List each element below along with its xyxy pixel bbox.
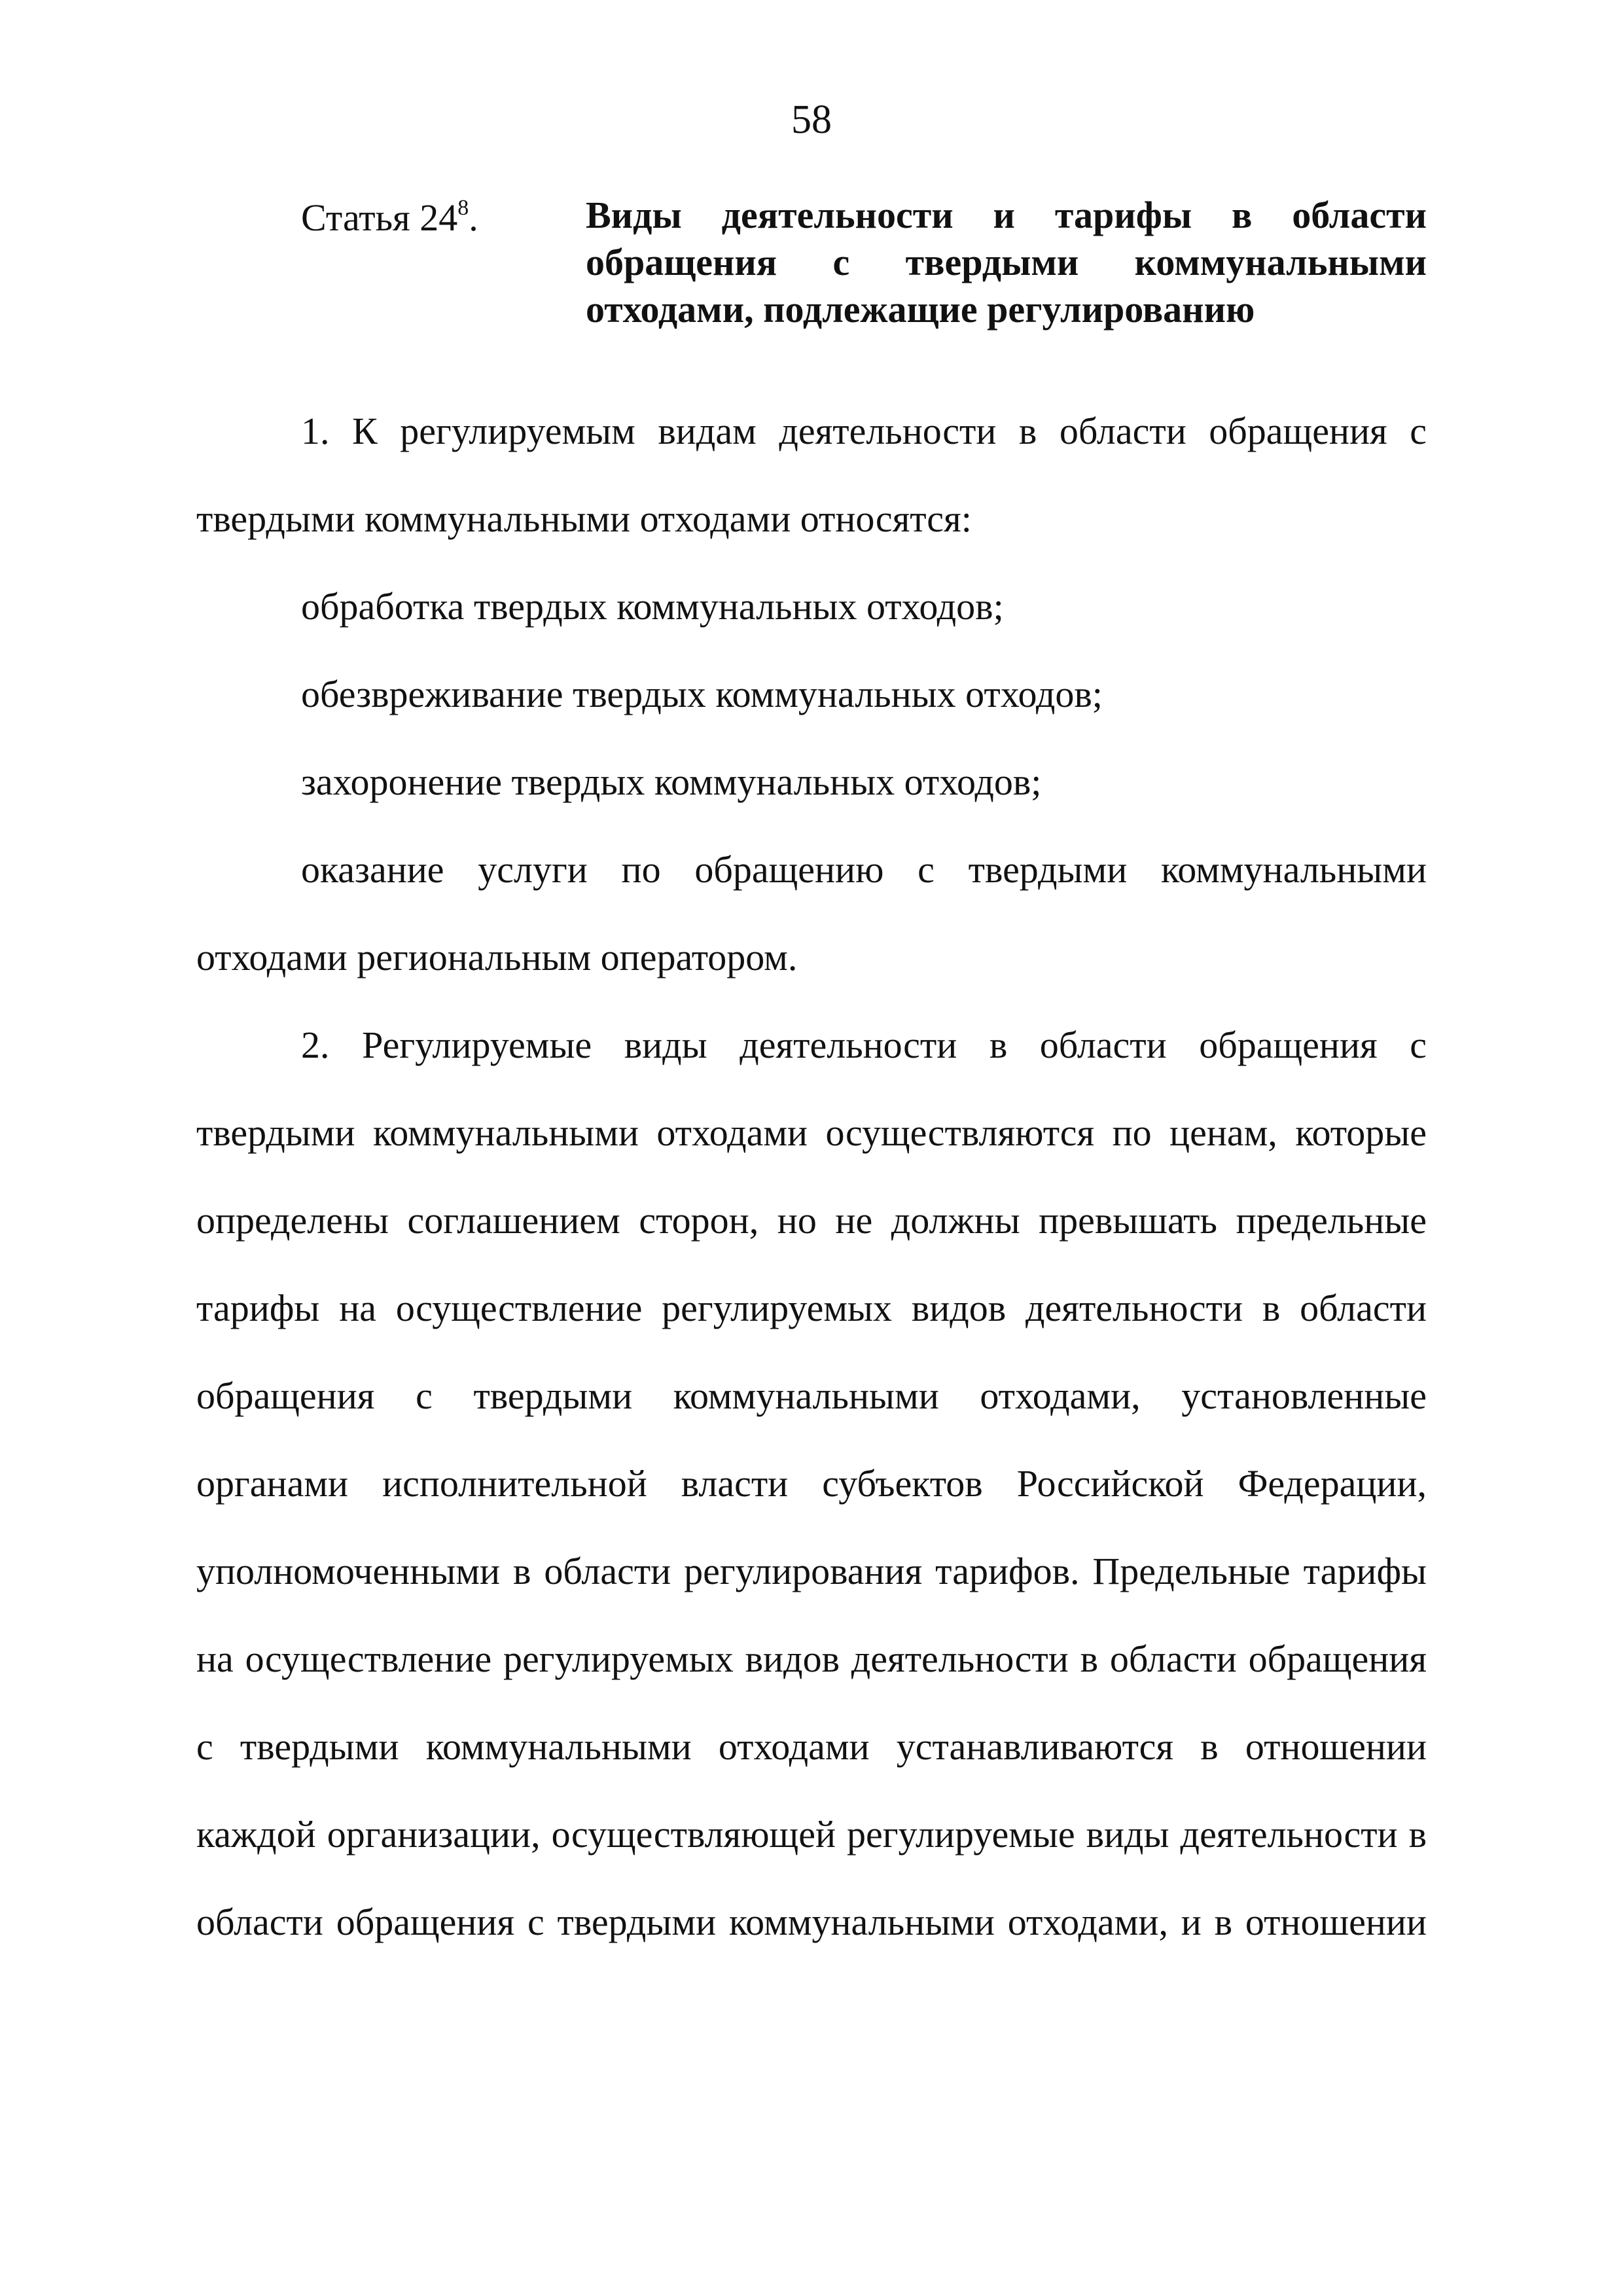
paragraph-2-line: области обращения с твердыми коммунальными отходами, и в отношении [196,1901,1427,1943]
list-item-regional-operator: оказание услуги по обращению с твердыми коммунальными [301,848,1427,891]
paragraph-1-line: твердыми коммунальными отходами относятся: [196,497,972,540]
paragraph-2-line: твердыми коммунальными отходами осуществляются по ценам, которые [196,1111,1427,1154]
paragraph-2-line: уполномоченными в области регулирования тарифов. Предельные тарифы [196,1550,1427,1592]
article-title-line: обращения с твердыми коммунальными [586,241,1427,283]
list-item-processing: обработка твердых коммунальных отходов; [301,585,1004,628]
list-item-regional-operator: отходами региональным оператором. [196,936,798,978]
paragraph-2-line: тарифы на осуществление регулируемых видов деятельности в области [196,1287,1427,1329]
article-title-line: Виды деятельности и тарифы в области [586,194,1427,236]
paragraph-1-line: 1. К регулируемым видам деятельности в области обращения с [301,410,1427,452]
article-label [301,192,478,244]
article-body [196,387,1427,1966]
article-title [586,192,1427,333]
paragraph-2-line: каждой организации, осуществляющей регулируемые виды деятельности в [196,1813,1427,1856]
paragraph-2-line: органами исполнительной власти субъектов Российской Федерации, [196,1462,1427,1505]
article-label-superscript: 8 [457,195,469,220]
paragraph-2-line: с твердыми коммунальными отходами устанавливаются в отношении [196,1725,1427,1768]
article-label-tail: . [469,196,478,239]
article-title-line: отходами, подлежащие регулированию [586,288,1255,331]
list-item-neutralization: обезвреживание твердых коммунальных отходов; [301,673,1103,715]
paragraph-2-line: обращения с твердыми коммунальными отходами, установленные [196,1374,1427,1417]
article-label-text: Статья 24 [301,196,458,239]
list-item-disposal: захоронение твердых коммунальных отходов; [301,761,1042,803]
paragraph-2-line: 2. Регулируемые виды деятельности в области обращения с [301,1024,1427,1066]
paragraph-2-line: определены соглашением сторон, но не должны превышать предельные [196,1199,1427,1242]
page-number: 58 [791,98,832,142]
paragraph-2-line: на осуществление регулируемых видов деятельности в области обращения [196,1638,1427,1680]
